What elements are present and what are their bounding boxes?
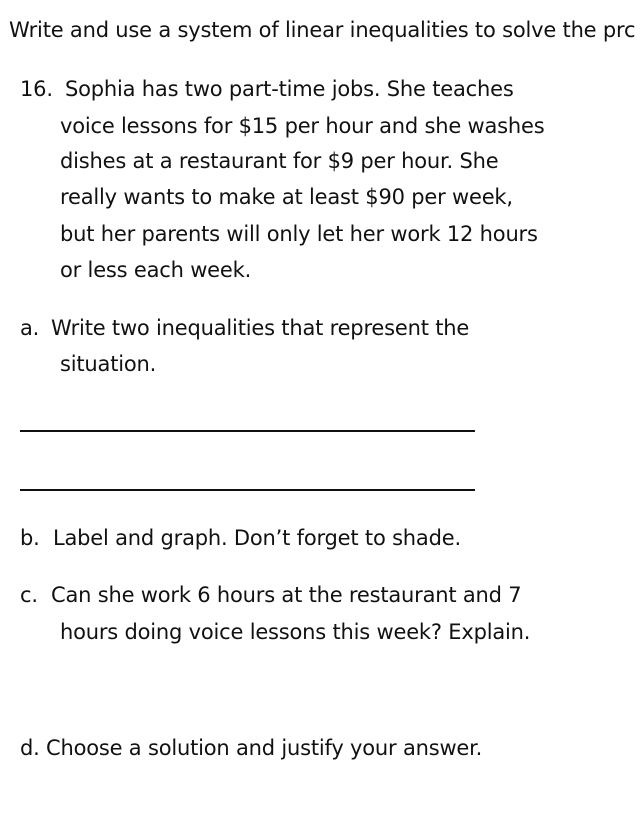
problem-line: really wants to make at least $90 per week, bbox=[60, 185, 513, 209]
problem-line: voice lessons for $15 per hour and she washes bbox=[60, 114, 545, 138]
part-a-label: a. bbox=[20, 316, 40, 340]
part-a-line: Write two inequalities that represent the bbox=[51, 316, 470, 340]
part-b-text: Label and graph. Don’t forget to shade. bbox=[53, 526, 461, 550]
part-c-line: hours doing voice lessons this week? Explain. bbox=[60, 620, 531, 644]
problem-line: Sophia has two part-time jobs. She teaches bbox=[65, 77, 514, 101]
part-d-text: Choose a solution and justify your answer. bbox=[46, 736, 483, 760]
answer-blank-1 bbox=[20, 430, 475, 432]
problem-line: or less each week. bbox=[60, 258, 252, 282]
problem-line: but her parents will only let her work 12 hours bbox=[60, 222, 538, 246]
part-a-line: situation. bbox=[60, 352, 157, 376]
instructions-text: Write and use a system of linear inequalities to solve the prc bbox=[9, 18, 636, 42]
problem-number: 16. bbox=[20, 77, 53, 101]
part-d-label: d. bbox=[20, 736, 40, 760]
part-b-label: b. bbox=[20, 526, 40, 550]
part-c-label: c. bbox=[20, 583, 38, 607]
part-c-line: Can she work 6 hours at the restaurant and 7 bbox=[51, 583, 522, 607]
problem-line: dishes at a restaurant for $9 per hour. She bbox=[60, 149, 499, 173]
answer-blank-2 bbox=[20, 489, 475, 491]
